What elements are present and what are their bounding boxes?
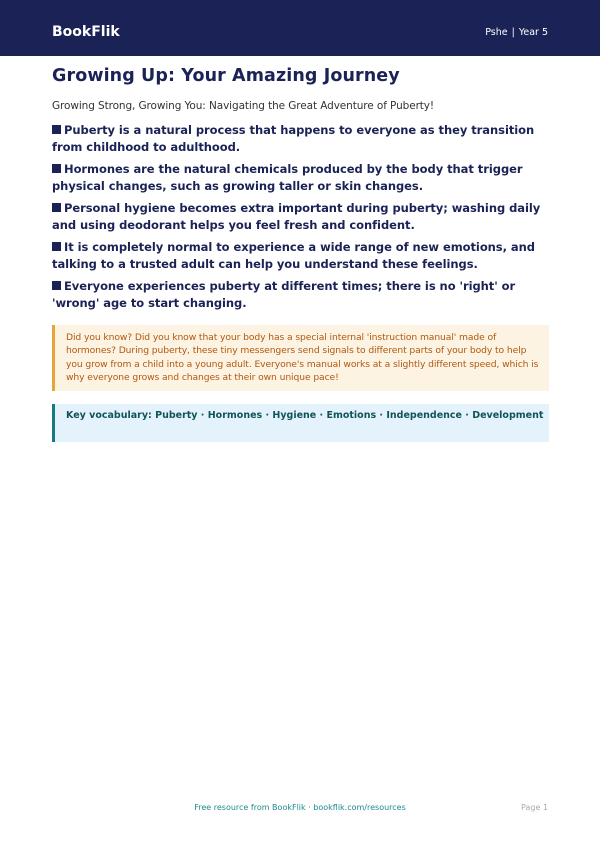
footer-resource-link[interactable]: Free resource from BookFlik · bookflik.com/resources bbox=[194, 803, 406, 812]
square-bullet-icon bbox=[52, 164, 61, 173]
square-bullet-icon bbox=[52, 203, 61, 212]
square-bullet-icon bbox=[52, 242, 61, 251]
key-point-item bbox=[52, 161, 557, 195]
square-bullet-icon bbox=[52, 281, 61, 290]
key-point-text: Everyone experiences puberty at different times; there is no 'right' or 'wrong' age to start changing. bbox=[52, 279, 516, 310]
page-title: Growing Up: Your Amazing Journey bbox=[52, 66, 400, 86]
did-you-know-callout bbox=[52, 325, 549, 391]
key-point-text: It is completely normal to experience a wide range of new emotions, and talking to a trusted adult can help you understand these feelings. bbox=[52, 240, 535, 271]
vocabulary-text: Key vocabulary: Puberty · Hormones · Hygiene · Emotions · Independence · Development bbox=[66, 410, 544, 421]
key-point-text: Personal hygiene becomes extra important during puberty; washing daily and using deodorant helps you feel fresh and confident. bbox=[52, 201, 541, 232]
header-meta bbox=[485, 27, 548, 39]
key-point-text: Puberty is a natural process that happens to everyone as they transition from childhood to adulthood. bbox=[52, 123, 535, 154]
subject-label: Pshe bbox=[485, 27, 508, 38]
key-point-text: Hormones are the natural chemicals produced by the body that trigger physical changes, such as growing taller or skin changes. bbox=[52, 162, 523, 193]
page-number: Page 1 bbox=[521, 803, 548, 812]
page-subtitle: Growing Strong, Growing You: Navigating the Great Adventure of Puberty! bbox=[52, 100, 435, 112]
key-point-item bbox=[52, 200, 557, 234]
meta-separator: | bbox=[511, 27, 515, 38]
year-label: Year 5 bbox=[518, 27, 548, 38]
key-vocabulary-box bbox=[52, 404, 549, 442]
square-bullet-icon bbox=[52, 125, 61, 134]
callout-text: Did you know? Did you know that your body has a special internal 'instruction manual' made of hormones? During puberty, these tiny messengers send signals to different parts of your body to help you grow from a child into a young adult. Everyone's manual works at a slightly different speed, which is why everyone grows and changes at their own unique pace! bbox=[66, 332, 539, 383]
brand-logo[interactable]: BookFlik bbox=[52, 24, 120, 40]
page-header bbox=[0, 0, 600, 56]
key-points-list bbox=[52, 122, 557, 317]
key-point-item bbox=[52, 278, 557, 312]
key-point-item bbox=[52, 239, 557, 273]
key-point-item bbox=[52, 122, 557, 156]
